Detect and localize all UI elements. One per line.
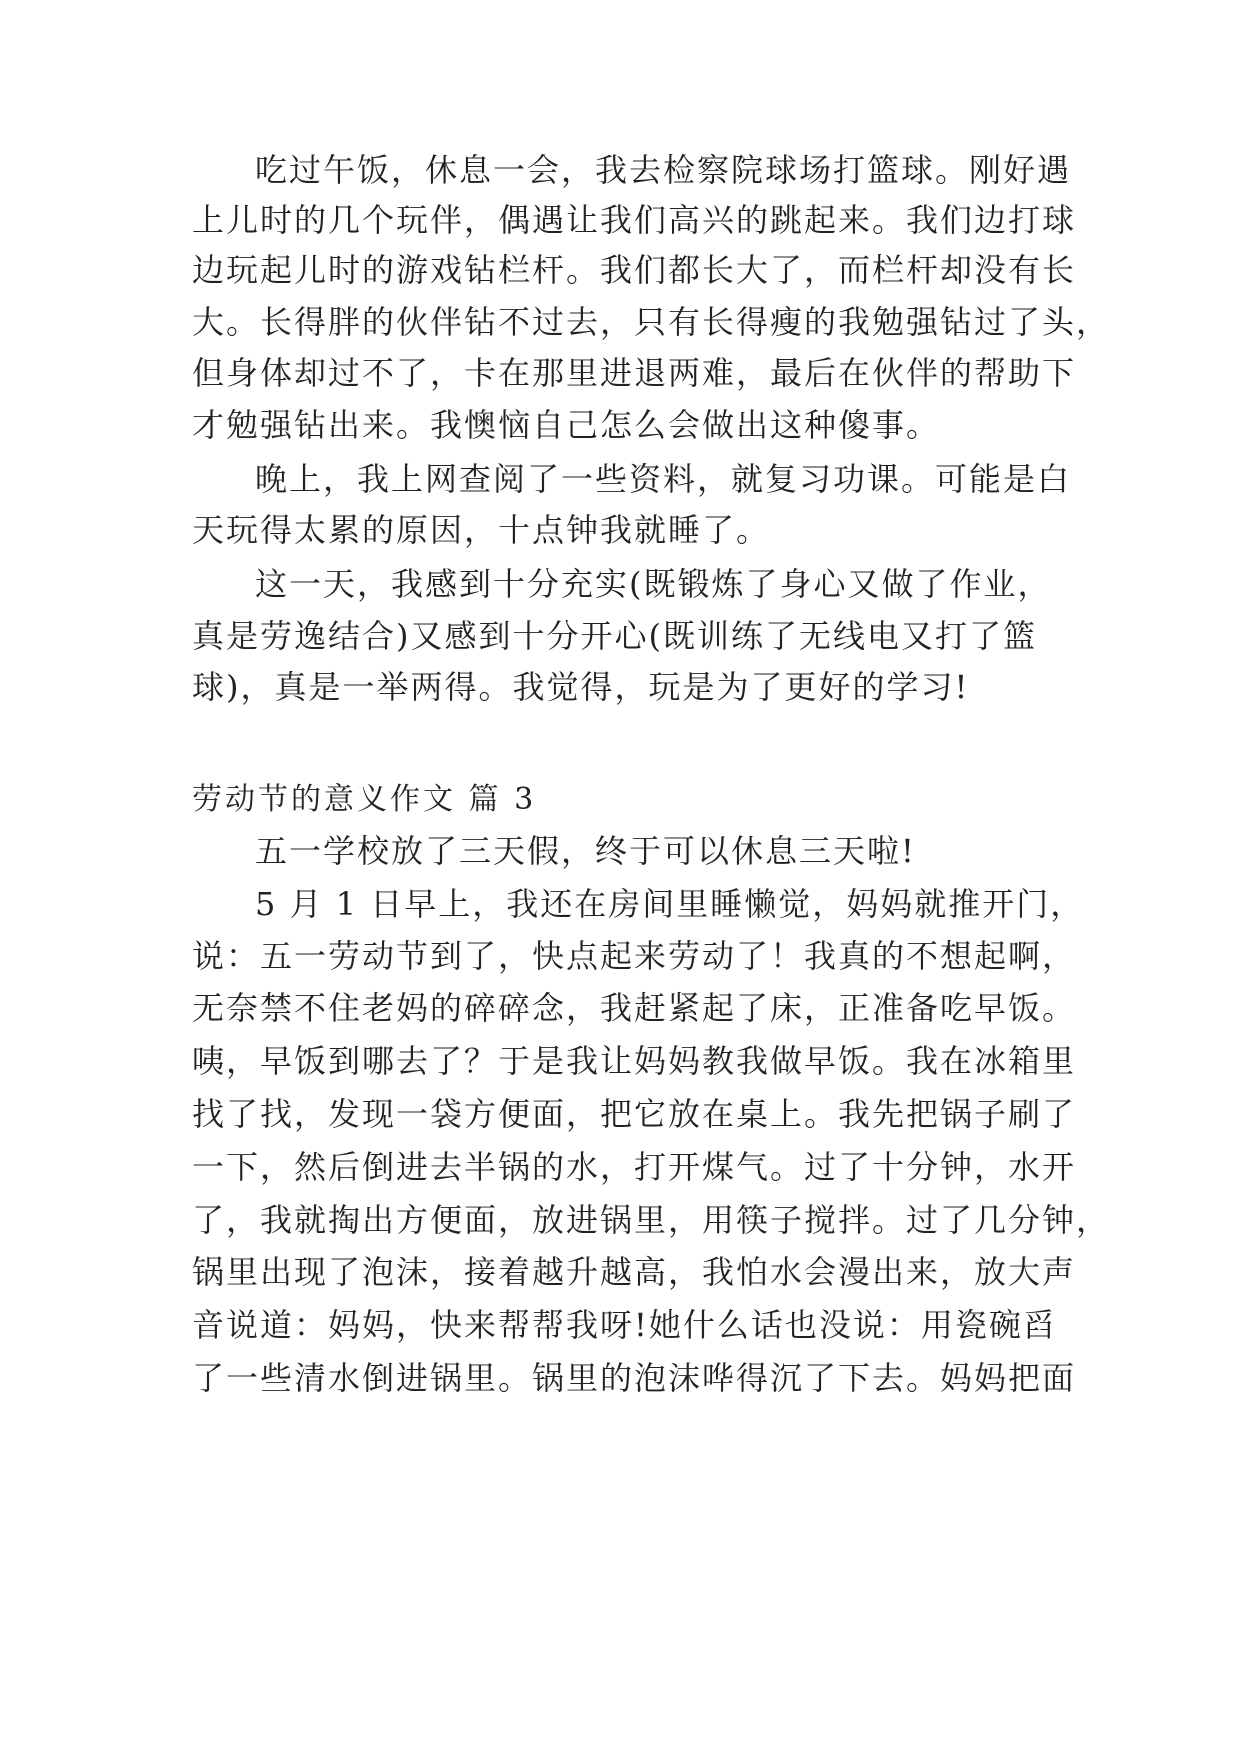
text-line: 一下，然后倒进去半锅的水，打开煤气。过了十分钟，水开 xyxy=(192,1148,1077,1186)
text-line: 无奈禁不住老妈的碎碎念，我赶紧起了床，正准备吃早饭。 xyxy=(192,989,1077,1027)
text-line: 说：五一劳动节到了，快点起来劳动了！我真的不想起啊， xyxy=(192,937,1077,975)
text-line: 锅里出现了泡沫，接着越升越高，我怕水会漫出来，放大声 xyxy=(192,1253,1077,1291)
text-line: 边玩起儿时的游戏钻栏杆。我们都长大了，而栏杆却没有长 xyxy=(192,251,1077,289)
text-line: 这一天，我感到十分充实(既锻炼了身心又做了作业， xyxy=(255,565,1052,603)
text-line: 天玩得太累的原因，十点钟我就睡了。 xyxy=(192,511,771,549)
section-heading: 劳动节的意义作文 篇 3 xyxy=(192,782,537,817)
text-line: 了，我就掏出方便面，放进锅里，用筷子搅拌。过了几分钟， xyxy=(192,1201,1111,1239)
text-line: 吃过午饭，休息一会，我去检察院球场打篮球。刚好遇 xyxy=(255,151,1072,189)
text-line: 真是劳逸结合)又感到十分开心(既训练了无线电又打了篮 xyxy=(192,617,1037,655)
text-line: 晚上，我上网查阅了一些资料，就复习功课。可能是白 xyxy=(255,460,1072,498)
text-line: 但身体却过不了，卡在那里进退两难，最后在伙伴的帮助下 xyxy=(192,354,1077,392)
text-line: 音说道：妈妈，快来帮帮我呀!她什么话也没说：用瓷碗舀 xyxy=(192,1306,1057,1344)
text-line: 上儿时的几个玩伴，偶遇让我们高兴的跳起来。我们边打球 xyxy=(192,201,1077,239)
text-line: 大。长得胖的伙伴钻不过去，只有长得瘦的我勉强钻过了头， xyxy=(192,303,1111,341)
text-line: 咦，早饭到哪去了？于是我让妈妈教我做早饭。我在冰箱里 xyxy=(192,1042,1077,1080)
text-line: 5 月 1 日早上，我还在房间里睡懒觉，妈妈就推开门， xyxy=(255,885,1085,923)
text-line: 球)，真是一举两得。我觉得，玩是为了更好的学习! xyxy=(192,668,970,706)
text-line: 五一学校放了三天假，终于可以休息三天啦! xyxy=(255,832,916,870)
text-line: 才勉强钻出来。我懊恼自己怎么会做出这种傻事。 xyxy=(192,406,941,444)
text-line: 找了找，发现一袋方便面，把它放在桌上。我先把锅子刷了 xyxy=(192,1095,1077,1133)
text-line: 了一些清水倒进锅里。锅里的泡沫哗得沉了下去。妈妈把面 xyxy=(192,1359,1077,1397)
